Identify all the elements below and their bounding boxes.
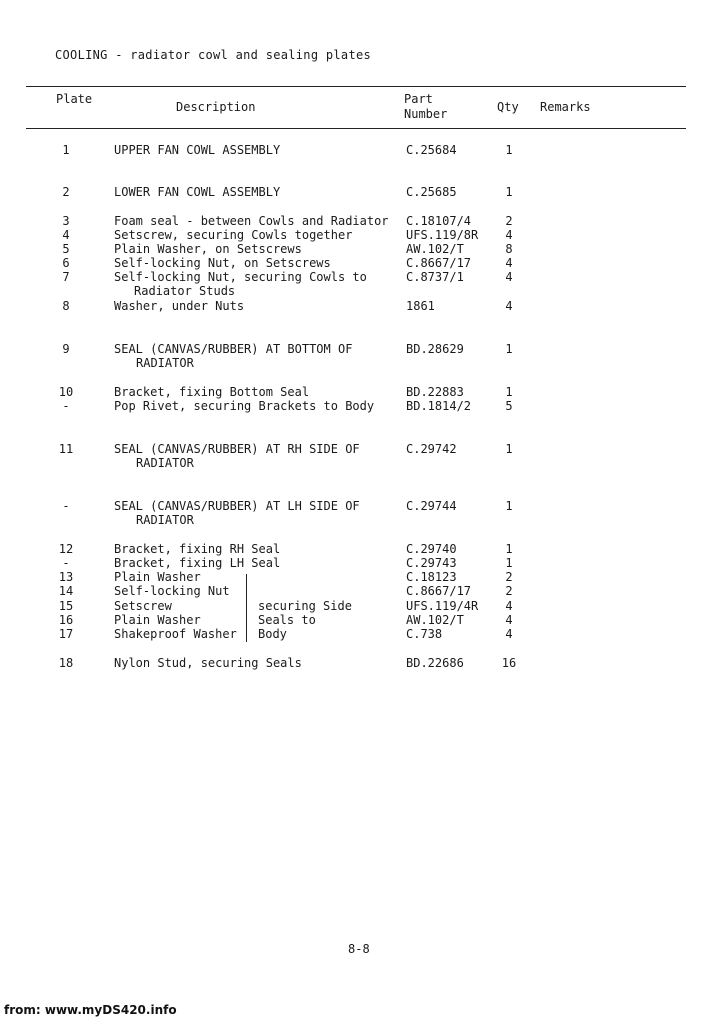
part-number-cell: BD.22883 (406, 385, 464, 399)
part-number-cell: C.29744 (406, 499, 457, 513)
description-continuation: Radiator Studs (134, 284, 236, 298)
part-number-cell: AW.102/T (406, 613, 464, 627)
description-continuation: RADIATOR (136, 456, 194, 470)
table-row (0, 499, 723, 513)
part-number-cell: C.29743 (406, 556, 457, 570)
description-cell: Nylon Stud, securing Seals (114, 656, 302, 670)
table-row (0, 627, 723, 641)
description-cell: UPPER FAN COWL ASSEMBLY (114, 143, 281, 157)
description-cell: Pop Rivet, securing Brackets to Body (114, 399, 375, 413)
qty-cell: 4 (505, 270, 513, 284)
table-row (0, 342, 723, 356)
plate-cell: 1 (62, 143, 70, 157)
footer-credit: from: www.myDS420.info (4, 1003, 177, 1017)
plate-cell: - (62, 499, 70, 513)
header-top-rule (26, 86, 686, 87)
plate-cell: 13 (58, 570, 74, 584)
table-row (0, 256, 723, 270)
table-row (0, 270, 723, 284)
part-number-cell: C.29742 (406, 442, 457, 456)
description-cell: Plain Washer (114, 570, 201, 584)
plate-cell: 6 (62, 256, 70, 270)
qty-cell: 1 (505, 342, 513, 356)
plate-cell: 8 (62, 299, 70, 313)
table-row (0, 599, 723, 613)
qty-cell: 1 (505, 442, 513, 456)
group-note-line: securing Side (258, 599, 352, 613)
table-row (0, 656, 723, 670)
part-number-cell: BD.1814/2 (406, 399, 472, 413)
description-cell: Washer, under Nuts (114, 299, 245, 313)
table-row (0, 556, 723, 570)
header-plate: Plate (56, 92, 93, 106)
part-number-cell: BD.28629 (406, 342, 464, 356)
qty-cell: 2 (505, 214, 513, 228)
qty-cell: 1 (505, 542, 513, 556)
part-number-cell: C.25685 (406, 185, 457, 199)
qty-cell: 4 (505, 613, 513, 627)
part-number-cell: C.29740 (406, 542, 457, 556)
description-cell: Bracket, fixing LH Seal (114, 556, 281, 570)
table-row (0, 214, 723, 228)
qty-cell: 1 (505, 556, 513, 570)
header-part-line1: Part (404, 92, 433, 106)
qty-cell: 1 (505, 385, 513, 399)
plate-cell: 15 (58, 599, 74, 613)
table-row (0, 570, 723, 584)
plate-cell: 18 (58, 656, 74, 670)
header-remarks: Remarks (540, 100, 591, 114)
part-number-cell: C.738 (406, 627, 443, 641)
header-description: Description (176, 100, 256, 114)
part-number-cell: BD.22686 (406, 656, 464, 670)
table-row (0, 299, 723, 313)
part-number-cell: C.8667/17 (406, 584, 472, 598)
qty-cell: 2 (505, 570, 513, 584)
page-number: 8-8 (348, 942, 370, 956)
plate-cell: 11 (58, 442, 74, 456)
qty-cell: 4 (505, 599, 513, 613)
part-number-cell: C.18123 (406, 570, 457, 584)
qty-cell: 4 (505, 228, 513, 242)
description-cell: Bracket, fixing Bottom Seal (114, 385, 310, 399)
group-note-line: Body (258, 627, 287, 641)
page-title: COOLING - radiator cowl and sealing plates (55, 48, 372, 62)
description-cell: Plain Washer (114, 613, 201, 627)
description-continuation: RADIATOR (136, 356, 194, 370)
qty-cell: 8 (505, 242, 513, 256)
part-number-cell: UFS.119/4R (406, 599, 479, 613)
plate-cell: 9 (62, 342, 70, 356)
description-cell: Self-locking Nut, securing Cowls to (114, 270, 367, 284)
header-qty: Qty (497, 100, 519, 114)
qty-cell: 16 (501, 656, 517, 670)
description-cell: Bracket, fixing RH Seal (114, 542, 281, 556)
plate-cell: 17 (58, 627, 74, 641)
part-number-cell: C.18107/4 (406, 214, 472, 228)
part-number-cell: C.25684 (406, 143, 457, 157)
plate-cell: 4 (62, 228, 70, 242)
plate-cell: 3 (62, 214, 70, 228)
header-part-line2: Number (404, 107, 448, 121)
description-cell: Setscrew (114, 599, 172, 613)
plate-cell: 5 (62, 242, 70, 256)
description-cell: SEAL (CANVAS/RUBBER) AT LH SIDE OF (114, 499, 360, 513)
plate-cell: 12 (58, 542, 74, 556)
part-number-cell: C.8737/1 (406, 270, 464, 284)
part-number-cell: UFS.119/8R (406, 228, 479, 242)
group-bracket (246, 574, 247, 642)
part-number-cell: 1861 (406, 299, 435, 313)
table-row (0, 185, 723, 199)
description-cell: LOWER FAN COWL ASSEMBLY (114, 185, 281, 199)
description-cell: Shakeproof Washer (114, 627, 237, 641)
description-cell: Setscrew, securing Cowls together (114, 228, 353, 242)
description-cell: SEAL (CANVAS/RUBBER) AT BOTTOM OF (114, 342, 353, 356)
table-row (0, 242, 723, 256)
description-cell: Self-locking Nut (114, 584, 230, 598)
part-number-cell: AW.102/T (406, 242, 464, 256)
qty-cell: 4 (505, 256, 513, 270)
plate-cell: - (62, 399, 70, 413)
plate-cell: 14 (58, 584, 74, 598)
table-row (0, 143, 723, 157)
table-row (0, 228, 723, 242)
table-row (0, 542, 723, 556)
description-cell: Self-locking Nut, on Setscrews (114, 256, 331, 270)
qty-cell: 1 (505, 185, 513, 199)
qty-cell: 2 (505, 584, 513, 598)
plate-cell: 10 (58, 385, 74, 399)
table-row (0, 442, 723, 456)
description-cell: SEAL (CANVAS/RUBBER) AT RH SIDE OF (114, 442, 360, 456)
plate-cell: - (62, 556, 70, 570)
part-number-cell: C.8667/17 (406, 256, 472, 270)
qty-cell: 4 (505, 627, 513, 641)
plate-cell: 16 (58, 613, 74, 627)
qty-cell: 4 (505, 299, 513, 313)
header-bottom-rule (26, 128, 686, 129)
group-note-line: Seals to (258, 613, 316, 627)
description-cell: Plain Washer, on Setscrews (114, 242, 302, 256)
qty-cell: 5 (505, 399, 513, 413)
description-cell: Foam seal - between Cowls and Radiator (114, 214, 389, 228)
table-row (0, 385, 723, 399)
table-row (0, 399, 723, 413)
qty-cell: 1 (505, 143, 513, 157)
plate-cell: 7 (62, 270, 70, 284)
qty-cell: 1 (505, 499, 513, 513)
description-continuation: RADIATOR (136, 513, 194, 527)
plate-cell: 2 (62, 185, 70, 199)
table-row (0, 613, 723, 627)
table-row (0, 584, 723, 598)
